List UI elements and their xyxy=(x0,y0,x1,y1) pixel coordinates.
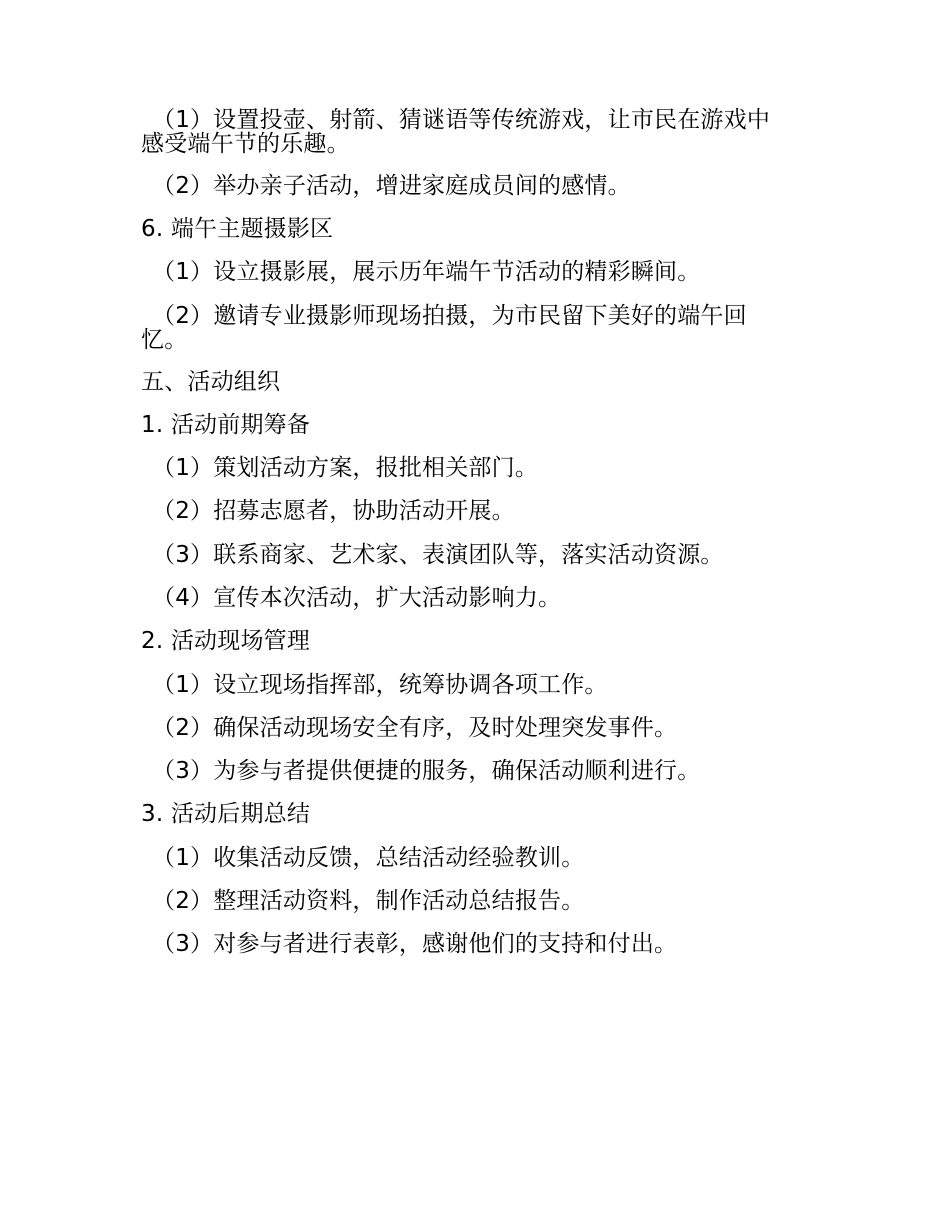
section-heading-preparation: 1. 活动前期筹备 xyxy=(141,412,311,438)
list-item-resources: （3）联系商家、艺术家、表演团队等，落实活动资源。 xyxy=(152,542,724,568)
list-item-photo-exhibit: （1）设立摄影展，展示历年端午节活动的精彩瞬间。 xyxy=(152,259,701,285)
list-item-game-line-2: 感受端午节的乐趣。 xyxy=(141,131,350,157)
list-item-publicity: （4）宣传本次活动，扩大活动影响力。 xyxy=(152,585,562,611)
chapter-heading-organization: 五、活动组织 xyxy=(141,369,281,395)
list-item-game-line-1: （1）设置投壶、射箭、猜谜语等传统游戏，让市民在游戏中 xyxy=(152,107,771,133)
list-item-command-post: （1）设立现场指挥部，统筹协调各项工作。 xyxy=(152,672,608,698)
list-item-commendation: （3）对参与者进行表彰，感谢他们的支持和付出。 xyxy=(152,931,678,957)
list-item-photographer-line-2: 忆。 xyxy=(141,327,188,353)
list-item-safety: （2）确保活动现场安全有序，及时处理突发事件。 xyxy=(152,715,678,741)
section-heading-onsite: 2. 活动现场管理 xyxy=(141,628,311,654)
list-item-plan: （1）策划活动方案，报批相关部门。 xyxy=(152,455,539,481)
list-item-volunteers: （2）招募志愿者，协助活动开展。 xyxy=(152,498,515,524)
list-item-report: （2）整理活动资料，制作活动总结报告。 xyxy=(152,888,585,914)
list-item-family-activity: （2）举办亲子活动，增进家庭成员间的感情。 xyxy=(152,173,631,199)
list-item-service: （3）为参与者提供便捷的服务，确保活动顺利进行。 xyxy=(152,758,701,784)
section-heading-summary: 3. 活动后期总结 xyxy=(141,801,311,827)
list-item-photographer-line-1: （2）邀请专业摄影师现场拍摄，为市民留下美好的端午回 xyxy=(152,303,747,329)
section-heading-photo-area: 6. 端午主题摄影区 xyxy=(141,216,334,242)
list-item-feedback: （1）收集活动反馈，总结活动经验教训。 xyxy=(152,845,585,871)
